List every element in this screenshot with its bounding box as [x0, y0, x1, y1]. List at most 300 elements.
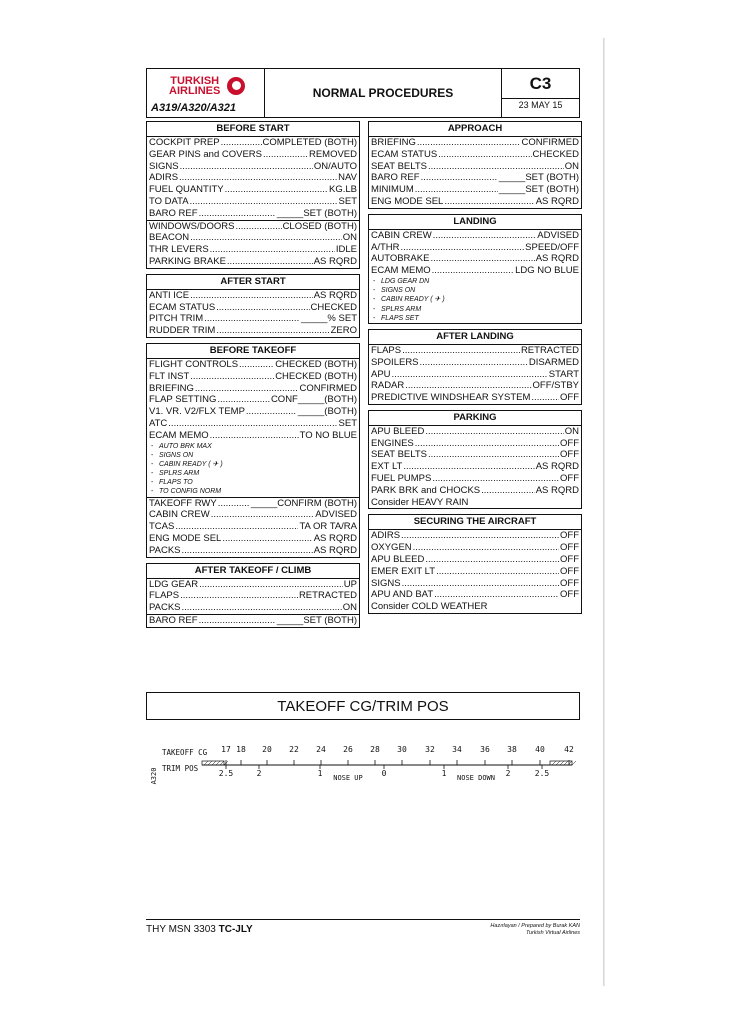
airline-logo-text [169, 76, 220, 96]
cg-tick-label: 40 [535, 745, 545, 754]
checklist-item-label: ECAM STATUS [371, 148, 438, 160]
leader-dots [425, 426, 563, 438]
section-title: LANDING [369, 215, 581, 230]
footer-divider [146, 919, 580, 920]
checklist-item [147, 602, 359, 614]
cg-tick-label: 36 [480, 745, 490, 754]
checklist-item [147, 290, 359, 302]
leader-dots [190, 371, 274, 383]
leader-dots [402, 578, 559, 590]
checklist-item-label: Consider HEAVY RAIN [371, 496, 469, 508]
cg-tick-label: 20 [262, 745, 272, 754]
checklist-item-label: EXT LT [371, 461, 403, 473]
checklist-item [369, 242, 581, 254]
checklist-item [369, 380, 581, 392]
memo-subitem: - LDG GEAR DN [369, 277, 581, 286]
leader-dots [438, 149, 531, 161]
checklist-item-label: PREDICTIVE WINDSHEAR SYSTEM [371, 392, 531, 404]
leader-dots [199, 208, 276, 220]
checklist-item-label: Consider COLD WEATHER [371, 601, 488, 613]
cg-tick-label: 42 [564, 745, 574, 754]
leader-dots [199, 615, 276, 627]
checklist-item-label: ADIRS [149, 172, 179, 184]
checklist-item-label: THR LEVERS [149, 244, 209, 256]
checklist-item-action: CHECKED [310, 301, 357, 313]
checklist-item-label: FLAPS [149, 590, 180, 602]
hatch-mark [564, 761, 568, 765]
checklist-item [147, 196, 359, 208]
checklist-item-action: _____(BOTH) [297, 406, 357, 418]
checklist-item-label: PACKS [149, 602, 181, 614]
checklist-item [369, 345, 581, 357]
leader-dots [392, 369, 548, 381]
checklist-item [369, 426, 581, 438]
takeoff-cg-title: TAKEOFF CG/TRIM POS [277, 697, 449, 715]
checklist-item [147, 614, 359, 627]
hatch-mark [560, 761, 564, 765]
checklist-item [369, 137, 581, 149]
leader-dots [425, 554, 559, 566]
checklist-item-action: OFF [560, 473, 579, 485]
checklist-item [147, 208, 359, 220]
checklist-item-action: AS RQRD [535, 484, 579, 496]
checklist-item-label: SEAT BELTS [371, 160, 427, 172]
checklist-item [369, 497, 581, 509]
aircraft-models: A319/A320/A321 [151, 102, 237, 114]
checklist-item [147, 406, 359, 418]
leader-dots [432, 473, 559, 485]
checklist-item-action: CHECKED (BOTH) [275, 370, 357, 382]
checklist-item-action: ON [342, 602, 357, 614]
leader-dots [444, 196, 534, 208]
procedure-header [146, 68, 580, 118]
hatch-mark [204, 761, 208, 765]
aircraft-registration [146, 924, 253, 935]
checklist-item-action: AS RQRD [535, 461, 579, 473]
checklist-item-label: ANTI ICE [149, 289, 190, 301]
leader-dots [168, 418, 337, 430]
checklist-item-action: COMPLETED (BOTH) [262, 137, 357, 148]
takeoff-cg-label: TAKEOFF CG [162, 748, 208, 757]
checklist-item-action: AS RQRD [313, 544, 357, 556]
leader-dots [180, 161, 313, 173]
hatch-mark [216, 761, 220, 765]
checklist-item-label: TAKEOFF RWY [149, 497, 217, 509]
checklist-item-action: ON [564, 160, 579, 172]
leader-dots [415, 438, 559, 450]
checklist-item-label: PARK BRK and CHOCKS [371, 484, 481, 496]
nose-down-label: NOSE DOWN [457, 774, 495, 782]
checklist-item-label: SIGNS [149, 160, 179, 172]
checklist-item [369, 566, 581, 578]
checklist-item-action: AS RQRD [535, 253, 579, 265]
checklist-item-action: OFF [560, 565, 579, 577]
checklist-item [369, 196, 581, 208]
checklist-item-action: CONF_____(BOTH) [270, 394, 357, 406]
section-title: BEFORE START [147, 122, 359, 137]
trim-tick-label: 2 [256, 769, 262, 778]
checklist-item-label: ENGINES [371, 437, 414, 449]
trim-pos-label: TRIM POS [162, 764, 199, 773]
checklist-item [369, 230, 581, 242]
hatch-mark [208, 761, 212, 765]
section-landing [368, 214, 582, 324]
checklist-item-action: TO NO BLUE [299, 429, 357, 441]
checklist-item [369, 601, 581, 613]
checklist-item-label: A/THR [371, 241, 400, 253]
leader-dots [421, 172, 498, 184]
checklist-item [369, 530, 581, 542]
memo-subitem: - TO CONFIG NORM [147, 487, 359, 496]
leader-dots [217, 394, 270, 406]
prepared-by [440, 923, 580, 937]
leader-dots [246, 406, 297, 418]
checklist-item-label: AUTOBRAKE [371, 253, 430, 265]
leader-dots [211, 509, 315, 521]
checklist-item [369, 589, 581, 601]
checklist-item [147, 579, 359, 591]
checklist-item [147, 418, 359, 430]
checklist-item-action: ON [342, 232, 357, 244]
trim-tick-label: 1 [317, 769, 323, 778]
leader-dots [225, 184, 328, 196]
left-checklist-column [146, 121, 360, 633]
checklist-item-action: SET [338, 417, 357, 429]
cg-tick-label: 17 [221, 745, 231, 754]
leader-dots [210, 430, 299, 442]
leader-dots [401, 242, 525, 254]
checklist-item-label: SIGNS [371, 577, 401, 589]
leader-dots [216, 325, 329, 337]
checklist-item-label: PACKS [149, 544, 181, 556]
trim-tick-label: 2.5 [534, 769, 550, 778]
leader-dots [236, 221, 282, 233]
checklist-item-action: OFF [560, 554, 579, 566]
checklist-item [369, 149, 581, 161]
checklist-item [147, 545, 359, 557]
checklist-item-label: GEAR PINS and COVERS [149, 148, 262, 160]
checklist-item-label: APU AND BAT [371, 589, 434, 601]
checklist-item-label: ENG MODE SEL [371, 195, 444, 207]
memo-subitem: - FLAPS TO [147, 478, 359, 487]
hatch-mark [568, 761, 572, 765]
checklist-item-action: RETRACTED [298, 590, 357, 602]
checklist-item [369, 554, 581, 566]
hatch-mark [556, 761, 560, 765]
memo-subitem: - AUTO BRK MAX [147, 442, 359, 451]
takeoff-cg-title-box [146, 692, 580, 720]
leader-dots [190, 232, 342, 244]
leader-dots [413, 542, 559, 554]
checklist-item-action: DISARMED [528, 356, 579, 368]
checklist-item-action: _____CONFIRM (BOTH) [250, 497, 357, 509]
checklist-item [369, 184, 581, 196]
leader-dots [432, 265, 514, 277]
checklist-item-label: FUEL PUMPS [371, 473, 432, 485]
cg-tick-label: 34 [452, 745, 462, 754]
checklist-item [369, 161, 581, 173]
trim-tick-label: 0 [381, 769, 387, 778]
leader-dots [402, 345, 520, 357]
checklist-item [369, 485, 581, 497]
section-title: AFTER START [147, 275, 359, 290]
leader-dots [401, 530, 559, 542]
checklist-item [147, 509, 359, 521]
aircraft-type-label: A320 [150, 767, 158, 785]
checklist-item [147, 533, 359, 545]
checklist-item-label: V1. VR. V2/FLX TEMP [149, 406, 245, 418]
memo-subitem: - CABIN READY ( ✈ ) [147, 460, 359, 469]
checklist-item [369, 265, 581, 277]
leader-dots [428, 449, 559, 461]
checklist-item-action: ZERO [330, 325, 357, 337]
checklist-item-label: PARKING BRAKE [149, 255, 226, 267]
checklist-item [369, 449, 581, 461]
checklist-item [147, 184, 359, 196]
checklist-item [147, 497, 359, 510]
checklist-item-label: EMER EXIT LT [371, 565, 436, 577]
checklist-item-action: NAV [338, 172, 357, 184]
checklist-item-action: KG.LB [329, 184, 357, 196]
cg-tick-label: 32 [425, 745, 435, 754]
revision-date: 23 MAY 15 [518, 100, 563, 110]
checklist-item-action: _____SET (BOTH) [498, 184, 579, 196]
checklist-item-action: AS RQRD [535, 195, 579, 207]
checklist-item-label: OXYGEN [371, 542, 412, 554]
checklist-item-label: RADAR [371, 380, 405, 392]
checklist-item-action: CHECKED [532, 148, 579, 160]
section-after-start [146, 274, 360, 338]
checklist-item-action: ADVISED [315, 509, 357, 521]
checklist-item-label: BRIEFING [371, 137, 416, 148]
checklist-item-label: COCKPIT PREP [149, 137, 220, 148]
leader-dots [182, 545, 313, 557]
cg-trim-scale [146, 740, 586, 800]
checklist-item-action: CLOSED (BOTH) [282, 220, 357, 232]
checklist-item-action: OFF [560, 530, 579, 542]
cg-tick-label: 18 [236, 745, 246, 754]
checklist-item-label: BEACON [149, 232, 190, 244]
checklist-item-action: ON/AUTO [313, 160, 357, 172]
checklist-item-label: BRIEFING [149, 382, 194, 394]
checklist-item [147, 137, 359, 149]
leader-dots [180, 590, 298, 602]
leader-dots [179, 172, 337, 184]
checklist-item-action: ADVISED [537, 229, 579, 241]
checklist-item-action: AS RQRD [313, 533, 357, 545]
hatch-mark [212, 761, 216, 765]
leader-dots [190, 196, 338, 208]
section-title: PARKING [369, 411, 581, 426]
checklist-item [147, 161, 359, 173]
checklist-item [147, 521, 359, 533]
checklist-item-action: _____SET (BOTH) [498, 172, 579, 184]
checklist-item-label: ATC [149, 417, 168, 429]
page-code: C3 [502, 69, 579, 99]
checklist-item-label: FUEL QUANTITY [149, 184, 224, 196]
checklist-item [147, 359, 359, 371]
checklist-item-label: FLT INST [149, 370, 190, 382]
memo-subitem: - SPLRS ARM [369, 305, 581, 314]
leader-dots [428, 161, 564, 173]
section-title: AFTER TAKEOFF / CLIMB [147, 564, 359, 579]
checklist-item [369, 542, 581, 554]
checklist-item [369, 438, 581, 450]
checklist-item-label: APU BLEED [371, 554, 425, 566]
checklist-item-action: OFF [560, 437, 579, 449]
checklist-item [147, 313, 359, 325]
checklist-item-action: OFF [560, 392, 579, 404]
leader-dots [239, 359, 274, 371]
leader-dots [182, 602, 342, 614]
leader-dots [430, 253, 534, 265]
checklist-item [147, 172, 359, 184]
leader-dots [204, 313, 300, 325]
trim-tick-label: 1 [441, 769, 447, 778]
checklist-item-label: MINIMUM [371, 184, 414, 196]
leader-dots [403, 461, 534, 473]
checklist-item [147, 325, 359, 337]
checklist-item-action: ON [564, 425, 579, 437]
checklist-item-action: AS RQRD [313, 289, 357, 301]
checklist-item-action: AS RQRD [313, 255, 357, 267]
checklist-item-action: UP [343, 578, 357, 590]
leader-dots [433, 230, 537, 242]
logo-line-1: TURKISH [170, 75, 220, 87]
leader-dots [190, 290, 313, 302]
checklist-item [369, 253, 581, 265]
checklist-item-label: ECAM STATUS [149, 301, 216, 313]
leader-dots [434, 589, 559, 601]
checklist-item [147, 220, 359, 233]
checklist-item-action: SPEED/OFF [525, 241, 579, 253]
airline-logo-cell [147, 69, 265, 117]
leader-dots [199, 579, 343, 591]
organization-line: Turkish Virtual Airlines [526, 930, 580, 936]
checklist-item-label: TCAS [149, 521, 175, 533]
checklist-item-label: FLAPS [371, 344, 402, 356]
checklist-item-action: OFF/STBY [532, 380, 579, 392]
checklist-item [369, 357, 581, 369]
checklist-item-action: OFF [560, 449, 579, 461]
checklist-item-label: BARO REF [371, 172, 420, 184]
checklist-item-label: TO DATA [149, 195, 189, 207]
section-before-takeoff [146, 343, 360, 558]
cg-tick-label: 30 [397, 745, 407, 754]
memo-subitem: - SIGNS ON [369, 286, 581, 295]
section-title: BEFORE TAKEOFF [147, 344, 359, 359]
section-title: AFTER LANDING [369, 330, 581, 345]
checklist-item-action: RETRACTED [520, 344, 579, 356]
checklist-item [147, 371, 359, 383]
trim-tick-label: 2 [505, 769, 511, 778]
checklist-item-action: SET [338, 195, 357, 207]
checklist-item [369, 172, 581, 184]
section-approach [368, 121, 582, 209]
section-securing-the-aircraft [368, 514, 582, 614]
trim-tick-label: 2.5 [218, 769, 234, 778]
leader-dots [218, 498, 250, 510]
section-after-landing [368, 329, 582, 405]
leader-dots [195, 383, 299, 395]
section-before-start [146, 121, 360, 269]
leader-dots [216, 302, 309, 314]
checklist-item-action: _____SET (BOTH) [276, 207, 357, 219]
checklist-item-label: APU [371, 368, 391, 380]
checklist-item [147, 149, 359, 161]
checklist-item-action: OFF [560, 577, 579, 589]
checklist-item-action: CHECKED (BOTH) [275, 358, 357, 370]
memo-subitem: - SIGNS ON [147, 451, 359, 460]
memo-subitem: - FLAPS SET [369, 314, 581, 323]
leader-dots [405, 380, 531, 392]
right-checklist-column [368, 121, 582, 619]
section-title: SECURING THE AIRCRAFT [369, 515, 581, 530]
leader-dots [417, 137, 521, 149]
cg-tick-label: 28 [370, 745, 380, 754]
tulip-logo-icon [227, 77, 245, 95]
leader-dots [420, 357, 528, 369]
cg-tick-label: 38 [507, 745, 517, 754]
checklist-item [147, 383, 359, 395]
checklist-item-label: SPOILERS [371, 356, 419, 368]
checklist-item-action: CONFIRMED [521, 137, 579, 148]
checklist-item [369, 392, 581, 404]
checklist-item-label: ECAM MEMO [371, 265, 431, 277]
leader-dots [531, 392, 559, 404]
checklist-item-action: CONFIRMED [299, 382, 357, 394]
hatch-mark [220, 761, 224, 765]
leader-dots [415, 184, 498, 196]
checklist-item [369, 461, 581, 473]
checklist-item [147, 256, 359, 268]
checklist-item-label: ECAM MEMO [149, 429, 209, 441]
checklist-item-action: OFF [560, 542, 579, 554]
leader-dots [436, 566, 559, 578]
checklist-item-action: _____SET (BOTH) [276, 615, 357, 627]
checklist-item-label: LDG GEAR [149, 578, 199, 590]
checklist-item-label: ADIRS [371, 530, 401, 542]
checklist-item-label: BARO REF [149, 207, 198, 219]
page-title: NORMAL PROCEDURES [265, 69, 502, 117]
leader-dots [481, 485, 535, 497]
checklist-item [147, 394, 359, 406]
checklist-item [147, 244, 359, 256]
checklist-item-label: RUDDER TRIM [149, 325, 216, 337]
hatch-mark [552, 761, 556, 765]
msn-label: THY MSN 3303 [146, 924, 216, 935]
checklist-item-action: TA OR TA/RA [299, 521, 357, 533]
section-after-takeoff-climb [146, 563, 360, 628]
checklist-item [147, 590, 359, 602]
checklist-item-action: START [548, 368, 579, 380]
checklist-item-label: CABIN CREW [149, 509, 210, 521]
leader-dots [222, 533, 312, 545]
checklist-item-label: PITCH TRIM [149, 313, 204, 325]
checklist-item [147, 430, 359, 442]
checklist-item [147, 302, 359, 314]
checklist-item-label: BARO REF [149, 615, 198, 627]
checklist-item [147, 232, 359, 244]
checklist-item-label: WINDOWS/DOORS [149, 220, 235, 232]
checklist-item-label: CABIN CREW [371, 229, 432, 241]
checklist-item-label: SEAT BELTS [371, 449, 427, 461]
checklist-item-action: _____% SET [301, 313, 357, 325]
checklist-item-label: FLIGHT CONTROLS [149, 358, 239, 370]
registration-code: TC-JLY [218, 924, 253, 935]
nose-up-label: NOSE UP [333, 774, 363, 782]
memo-subitem: - CABIN READY ( ✈ ) [369, 295, 581, 304]
